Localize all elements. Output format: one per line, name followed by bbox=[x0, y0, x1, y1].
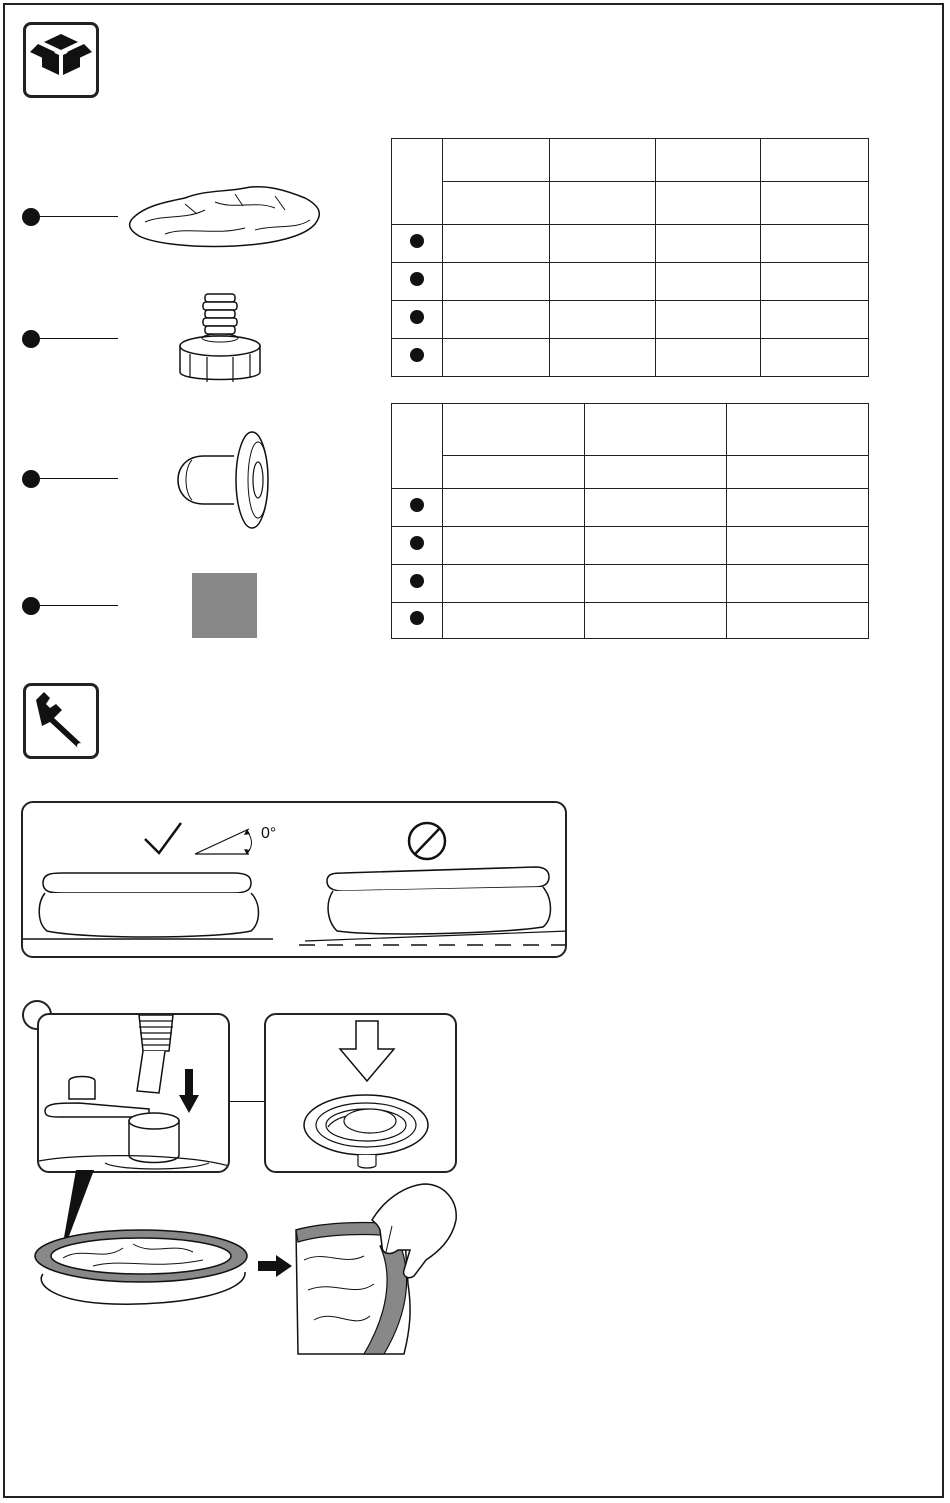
bullet-icon bbox=[410, 536, 424, 550]
row-bullet-cell bbox=[392, 339, 443, 377]
package-icon-box bbox=[23, 22, 99, 98]
ring-closeup-illustration bbox=[294, 1180, 464, 1355]
table-cell bbox=[550, 301, 655, 339]
table-cell bbox=[442, 404, 584, 456]
level-ground-illustration bbox=[23, 803, 567, 958]
table-cell bbox=[443, 182, 550, 225]
part-callout-4 bbox=[22, 596, 118, 616]
wrench-icon-box bbox=[23, 683, 99, 759]
table-cell bbox=[655, 182, 760, 225]
table-cell bbox=[727, 489, 869, 527]
table-cell bbox=[550, 263, 655, 301]
table-cell bbox=[727, 603, 869, 639]
table-cell bbox=[442, 456, 584, 489]
table-cell bbox=[655, 139, 760, 182]
spec-table-2 bbox=[391, 403, 869, 639]
drain-fitting-illustration bbox=[266, 1015, 457, 1173]
table-row bbox=[392, 225, 869, 263]
bullet-icon bbox=[410, 272, 424, 286]
row-bullet-cell bbox=[392, 565, 443, 603]
table-row bbox=[392, 301, 869, 339]
table-cell bbox=[584, 456, 727, 489]
arrow-down-icon bbox=[340, 1021, 394, 1081]
table-cell bbox=[584, 489, 727, 527]
hose-connection-illustration bbox=[39, 1015, 230, 1173]
table-cell bbox=[760, 139, 868, 182]
table-row bbox=[392, 527, 869, 565]
arrow-right-icon bbox=[258, 1255, 294, 1277]
table-cell bbox=[443, 139, 550, 182]
table-cell bbox=[584, 527, 727, 565]
table-cell bbox=[584, 404, 727, 456]
row-bullet-cell bbox=[392, 603, 443, 639]
table-cell bbox=[442, 527, 584, 565]
table-cell bbox=[655, 225, 760, 263]
table-cell bbox=[655, 339, 760, 377]
table-cell bbox=[760, 301, 868, 339]
package-icon bbox=[26, 25, 96, 95]
spec-table-1 bbox=[391, 138, 869, 377]
table-row bbox=[392, 404, 869, 456]
table-cell bbox=[655, 301, 760, 339]
part-callout-2 bbox=[22, 329, 118, 349]
connector-line bbox=[230, 1101, 266, 1102]
checkmark-icon bbox=[145, 823, 181, 853]
wrench-icon bbox=[26, 686, 96, 756]
table-cell bbox=[727, 456, 869, 489]
table-cell bbox=[550, 225, 655, 263]
bullet-icon bbox=[410, 498, 424, 512]
table-cell bbox=[443, 263, 550, 301]
bullet-icon bbox=[410, 310, 424, 324]
repair-patch-swatch bbox=[192, 573, 257, 638]
table-cell bbox=[760, 225, 868, 263]
table-cell bbox=[443, 301, 550, 339]
table-cell bbox=[392, 404, 443, 489]
table-row bbox=[392, 603, 869, 639]
hose-connection-panel bbox=[37, 1013, 230, 1173]
row-bullet-cell bbox=[392, 225, 443, 263]
table-cell bbox=[550, 182, 655, 225]
table-cell bbox=[442, 603, 584, 639]
row-bullet-cell bbox=[392, 527, 443, 565]
table-row bbox=[392, 456, 869, 489]
table-row bbox=[392, 339, 869, 377]
table-row bbox=[392, 139, 869, 182]
bullet-icon bbox=[410, 611, 424, 625]
pool-ring-illustration bbox=[33, 1222, 258, 1308]
table-row bbox=[392, 565, 869, 603]
table-cell bbox=[442, 565, 584, 603]
table-row bbox=[392, 182, 869, 225]
table-row bbox=[392, 263, 869, 301]
bullet-icon bbox=[410, 348, 424, 362]
table-cell bbox=[443, 339, 550, 377]
part-callout-3 bbox=[22, 469, 118, 489]
table-cell bbox=[584, 565, 727, 603]
row-bullet-cell bbox=[392, 263, 443, 301]
row-bullet-cell bbox=[392, 301, 443, 339]
table-cell bbox=[443, 225, 550, 263]
table-cell bbox=[550, 339, 655, 377]
row-bullet-cell bbox=[392, 489, 443, 527]
table-row bbox=[392, 489, 869, 527]
drain-fitting-panel bbox=[264, 1013, 457, 1173]
part-callout-1 bbox=[22, 207, 118, 227]
bullet-icon bbox=[410, 234, 424, 248]
table-cell bbox=[760, 339, 868, 377]
table-cell bbox=[584, 603, 727, 639]
strainer-connector-illustration bbox=[165, 290, 275, 390]
table-cell bbox=[442, 489, 584, 527]
table-cell bbox=[727, 404, 869, 456]
level-ground-panel bbox=[21, 801, 567, 958]
table-cell bbox=[392, 139, 443, 225]
pool-liner-illustration bbox=[125, 180, 325, 255]
angle-label: 0° bbox=[261, 825, 277, 842]
table-cell bbox=[760, 263, 868, 301]
table-cell bbox=[727, 527, 869, 565]
table-cell bbox=[727, 565, 869, 603]
table-cell bbox=[550, 139, 655, 182]
table-cell bbox=[655, 263, 760, 301]
table-cell bbox=[760, 182, 868, 225]
plug-illustration bbox=[172, 428, 282, 533]
bullet-icon bbox=[410, 574, 424, 588]
